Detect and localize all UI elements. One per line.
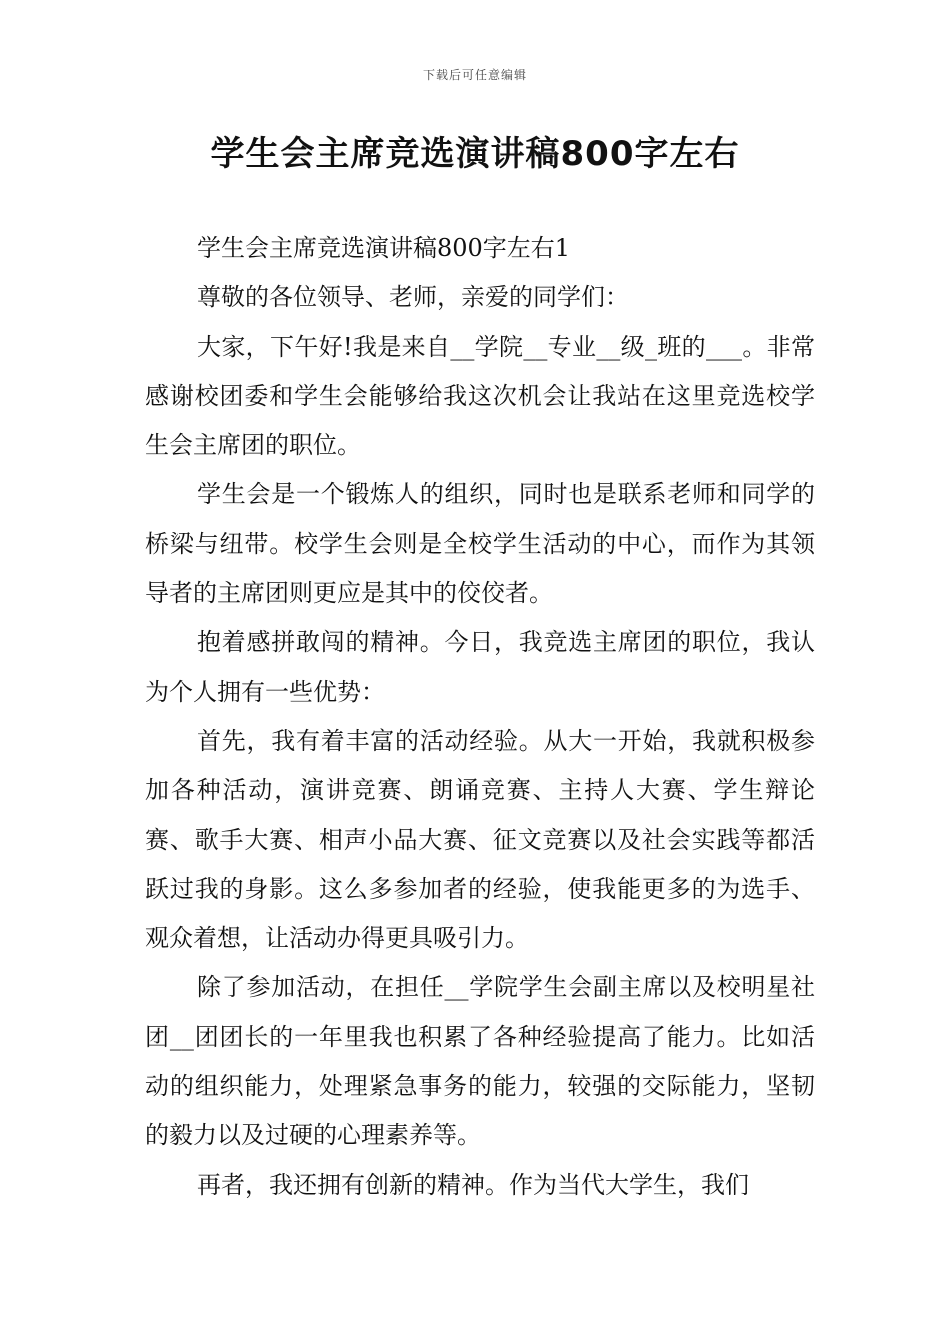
paragraph-salutation: 尊敬的各位领导、老师，亲爱的同学们：: [197, 283, 629, 312]
paragraph: 再者，我还拥有创新的精神。作为当代大学生，我们: [197, 1170, 749, 1199]
header-note: 下载后可任意编辑: [422, 68, 527, 82]
paragraph: 学生会是一个锻炼人的组织，同时也是联系老师和同学的桥梁与纽带。校学生会则是全校学生活动的中心，而作为其领导者的主席团则更应是其中的佼佼者。: [145, 480, 815, 608]
paragraph: 抱着感拼敢闯的精神。今日，我竞选主席团的职位，我认为个人拥有一些优势：: [145, 628, 815, 706]
paragraph: 首先，我有着丰富的活动经验。从大一开始，我就积极参加各种活动，演讲竞赛、朗诵竞赛、主持人大赛、学生辩论赛、歌手大赛、相声小品大赛、征文竞赛以及社会实践等都活跃过我的身影。这么多参加者的经验，使我能更多的为选手、观众着想，让活动办得更具吸引力。: [145, 726, 815, 953]
paragraph: 大家，下午好!我是来自__学院__专业__级_班的___。非常感谢校团委和学生会能够给我这次机会让我站在这里竞选校学生会主席团的职位。: [145, 332, 815, 460]
document-body: [145, 224, 815, 1210]
paragraph: 除了参加活动，在担任__学院学生会副主席以及校明星社团__团团长的一年里我也积累了各种经验提高了能力。比如活动的组织能力，处理紧急事务的能力，较强的交际能力，坚韧的毅力以及过硬的心理素养等。: [145, 973, 815, 1150]
document-title: 学生会主席竞选演讲稿800字左右: [210, 134, 740, 174]
paragraph-subtitle: 学生会主席竞选演讲稿800字左右1: [197, 234, 571, 262]
